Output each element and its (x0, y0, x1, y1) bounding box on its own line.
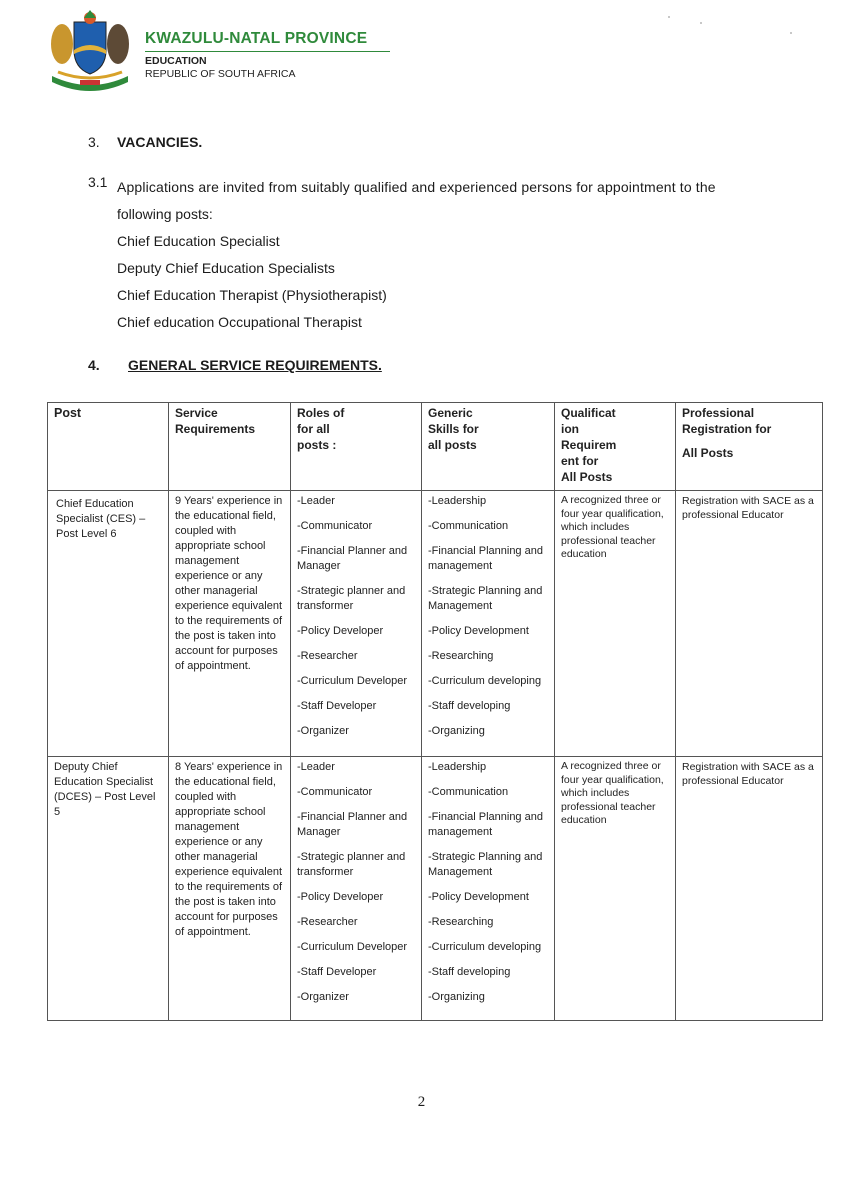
country-name: REPUBLIC OF SOUTH AFRICA (145, 68, 296, 80)
cell-roles (291, 757, 422, 1021)
header-generic-skills: Generic Skills for all posts (422, 403, 555, 491)
paragraph-line: Applications are invited from suitably qualified and experienced persons for appointment to the (117, 179, 716, 195)
cell-post: Chief Education Specialist (CES) – Post Level 6 (48, 491, 169, 757)
cell-roles (291, 491, 422, 757)
scan-speck (668, 16, 670, 18)
role-item: -Curriculum Developer (297, 675, 408, 687)
role-item: -Researcher (297, 650, 358, 662)
section-4-title: GENERAL SERVICE REQUIREMENTS. (128, 357, 382, 373)
post-list-item: Chief education Occupational Therapist (117, 314, 362, 330)
role-item: -Leader (297, 495, 335, 507)
role-item: -Staff Developer (297, 966, 377, 978)
cell-registration: Registration with SACE as a professional Educator (676, 491, 823, 757)
cell-registration: Registration with SACE as a professional Educator (676, 757, 823, 1021)
role-item: -Organizer (297, 725, 349, 737)
skill-item: -Leadership (428, 761, 487, 773)
section-3-number: 3. (88, 134, 100, 150)
header-rule (145, 51, 390, 52)
role-item: -Leader (297, 761, 335, 773)
coat-of-arms-logo (44, 10, 136, 94)
cell-service-requirements: 9 Years' experience in the educational field, coupled with appropriate school management experience or any other managerial experience equivalent to the requirements of the post is taken into account for purposes of appointment. (169, 491, 291, 757)
skill-item: -Researching (428, 650, 494, 662)
skill-item: -Strategic Planning and Management (428, 851, 543, 878)
role-item: -Communicator (297, 520, 373, 532)
header-roles: Roles of for all posts : (291, 403, 422, 491)
table-row (48, 757, 823, 1021)
skill-item: -Communication (428, 786, 509, 798)
skill-item: -Organizing (428, 991, 485, 1003)
role-item: -Organizer (297, 991, 349, 1003)
skill-item: -Financial Planning and management (428, 545, 543, 572)
scan-speck (700, 22, 702, 24)
post-list-item: Chief Education Therapist (Physiotherapist) (117, 287, 387, 303)
role-item: -Curriculum Developer (297, 941, 408, 953)
header-service-requirements: Service Requirements (169, 403, 291, 491)
table-row (48, 491, 823, 757)
scan-speck (790, 32, 792, 34)
skill-item: -Staff developing (428, 966, 511, 978)
cell-qualification: A recognized three or four year qualification, which includes professional teacher education (555, 491, 676, 757)
table-header-row (48, 403, 823, 491)
role-item: -Communicator (297, 786, 373, 798)
header-post: Post (48, 403, 169, 491)
paragraph-3-1-number: 3.1 (88, 174, 108, 190)
skill-item: -Curriculum developing (428, 675, 542, 687)
role-item: -Financial Planner and Manager (297, 811, 408, 838)
role-item: -Researcher (297, 916, 358, 928)
page-number: 2 (417, 1094, 426, 1110)
role-item: -Staff Developer (297, 700, 377, 712)
skill-item: -Researching (428, 916, 494, 928)
header-registration (676, 403, 823, 491)
cell-qualification: A recognized three or four year qualification, which includes professional teacher education (555, 757, 676, 1021)
section-4-number: 4. (88, 357, 100, 373)
paragraph-line: following posts: (117, 206, 213, 222)
post-list-item: Deputy Chief Education Specialists (117, 260, 335, 276)
skill-item: -Organizing (428, 725, 485, 737)
role-item: -Financial Planner and Manager (297, 545, 408, 572)
skill-item: -Leadership (428, 495, 487, 507)
skill-item: -Strategic Planning and Management (428, 585, 543, 612)
requirements-table (47, 402, 823, 1021)
cell-generic-skills (422, 491, 555, 757)
province-name: KWAZULU-NATAL PROVINCE (145, 30, 368, 47)
header-registration-line: Professional Registration for (682, 406, 772, 436)
role-item: -Strategic planner and transformer (297, 851, 406, 878)
paragraph-3-1 (117, 174, 716, 336)
skill-item: -Curriculum developing (428, 941, 542, 953)
cell-generic-skills (422, 757, 555, 1021)
role-item: -Policy Developer (297, 625, 384, 637)
skill-item: -Policy Development (428, 625, 529, 637)
header-qualification: Qualificat ion Requirem ent for All Posts (555, 403, 676, 491)
section-3-title: VACANCIES. (117, 134, 203, 150)
skill-item: -Financial Planning and management (428, 811, 543, 838)
role-item: -Policy Developer (297, 891, 384, 903)
cell-post: Deputy Chief Education Specialist (DCES) – Post Level 5 (48, 757, 169, 1021)
header-registration-line: All Posts (682, 446, 734, 460)
post-list-item: Chief Education Specialist (117, 233, 280, 249)
role-item: -Strategic planner and transformer (297, 585, 406, 612)
skill-item: -Policy Development (428, 891, 529, 903)
skill-item: -Communication (428, 520, 509, 532)
cell-service-requirements: 8 Years' experience in the educational field, coupled with appropriate school management experience or any other managerial experience equivalent to the requirements of the post is taken into account for purposes of appointment. (169, 757, 291, 1021)
department-name: EDUCATION (145, 55, 207, 67)
skill-item: -Staff developing (428, 700, 511, 712)
